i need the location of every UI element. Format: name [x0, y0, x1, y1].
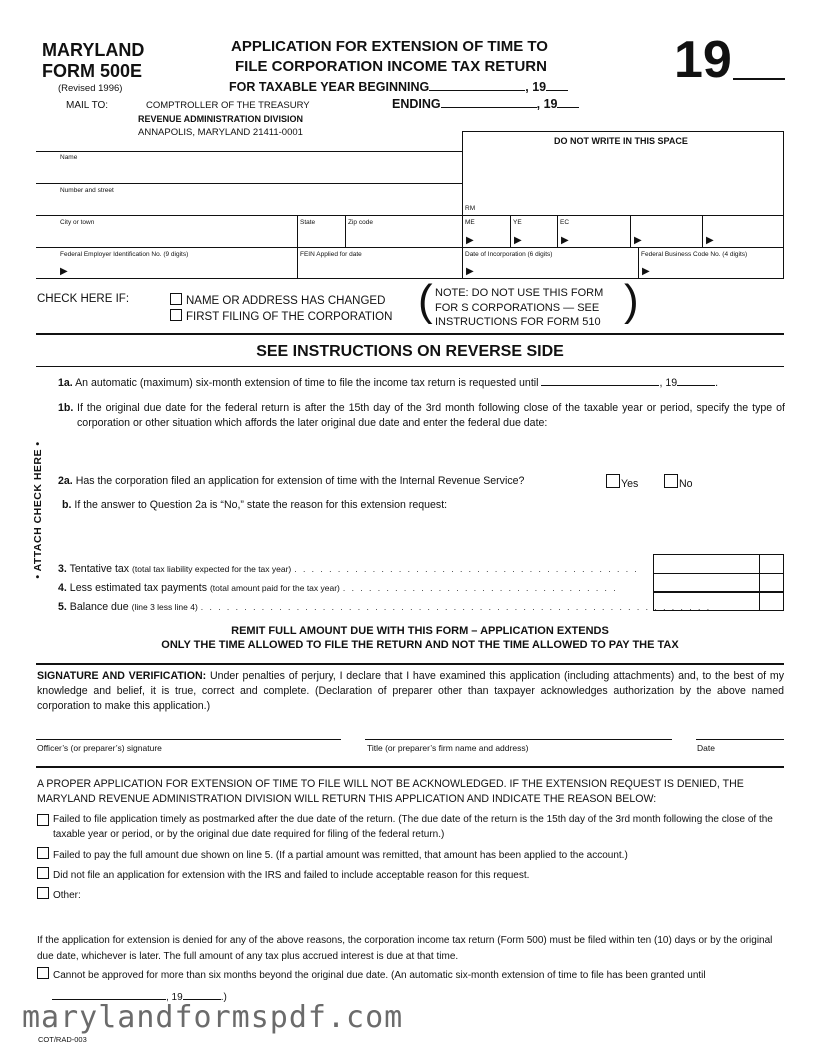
line5-amount-field[interactable]	[654, 593, 760, 610]
q1b-number: 1b.	[58, 402, 74, 414]
q2a-no-checkbox[interactable]	[664, 474, 678, 488]
question-2b	[62, 498, 447, 513]
remit-line1: REMIT FULL AMOUNT DUE WITH THIS FORM – APPLICATION EXTENDS	[231, 625, 609, 637]
reason5-text: Cannot be approved for more than six months beyond the original due date. (An automatic six-month extension of time to file has been granted until	[53, 970, 706, 981]
question-1a: 1a. An automatic (maximum) six-month extension of time to file the income tax return is requested until , 19 .	[58, 377, 719, 389]
fein-applied-field[interactable]	[298, 248, 462, 279]
reason3-checkbox[interactable]	[37, 867, 49, 879]
office-ye-cell	[511, 216, 558, 248]
name-changed-option[interactable]	[170, 293, 385, 307]
fbc-field[interactable]	[639, 248, 783, 279]
mail-to-line2: REVENUE ADMINISTRATION DIVISION	[138, 114, 304, 124]
first-filing-option[interactable]	[170, 309, 392, 323]
state-field[interactable]	[298, 216, 346, 248]
taxable-year-ending	[392, 97, 579, 111]
attach-check-side-text: • ATTACH CHECK HERE •	[32, 441, 44, 579]
q1a-suffix: , 19	[659, 377, 678, 389]
denial-reason-4	[37, 887, 81, 903]
revised-date: (Revised 1996)	[58, 83, 123, 94]
other-reason-field[interactable]	[90, 885, 784, 925]
line4-note: (total amount paid for the tax year)	[209, 583, 340, 593]
street-field[interactable]	[36, 184, 462, 216]
fein-label: Federal Employer Identification No. (9 digits)	[60, 251, 189, 258]
office-blank1-arrow-icon: ▶	[634, 235, 642, 246]
question-1b	[58, 401, 785, 431]
reason5-close: .)	[220, 992, 227, 1003]
year-ending-label: ENDING	[392, 97, 441, 111]
signature-heading: SIGNATURE AND VERIFICATION:	[37, 670, 207, 682]
form-title-line2: FILE CORPORATION INCOME TAX RETURN	[235, 58, 547, 75]
incorp-date-label: Date of Incorporation (6 digits)	[465, 251, 553, 258]
office-ec-cell	[558, 216, 631, 248]
line-3	[58, 562, 639, 577]
mail-to-label: MAIL TO:	[66, 100, 109, 111]
form-title-line1: APPLICATION FOR EXTENSION OF TIME TO	[231, 38, 548, 55]
q1b-text: If the original due date for the federal return is after the 15th day of the 3rd month following close of the taxable year or period, specify the type of corporation or other situation which affords the later original due date and enter the federal due date:	[77, 402, 785, 429]
note-close-paren: )	[624, 276, 639, 325]
q2a-yes-option[interactable]	[606, 474, 638, 492]
street-label: Number and street	[60, 187, 114, 194]
big-year-underline[interactable]	[733, 78, 785, 80]
instructions-divider	[36, 366, 784, 367]
line3-leader: . . . . . . . . . . . . . . . . . . . . . . . . . . . . . . . . . . . . . . . .	[294, 564, 639, 574]
office-rm-label: RM	[465, 205, 476, 212]
name-changed-checkbox[interactable]	[170, 293, 182, 305]
fein-applied-label: FEIN Applied for date	[300, 251, 362, 258]
office-ec-arrow-icon: ▶	[561, 235, 569, 246]
reason2-checkbox[interactable]	[37, 847, 49, 859]
signature-verification	[37, 669, 784, 714]
reason2-text: Failed to pay the full amount due shown on line 5. (If a partial amount was remitted, that amount has been applied to the account.)	[53, 850, 628, 861]
office-ye-arrow-icon: ▶	[514, 235, 522, 246]
line4-leader: . . . . . . . . . . . . . . . . . . . . . . . . . . . . . . . .	[342, 583, 618, 593]
name-field[interactable]	[36, 151, 462, 184]
line4-cents-field[interactable]	[760, 574, 783, 593]
date-label: Date	[697, 743, 715, 753]
question-2a	[58, 474, 524, 489]
denial-reason-2	[37, 847, 785, 863]
office-me-arrow-icon: ▶	[466, 235, 474, 246]
line3-cents-field[interactable]	[760, 555, 783, 574]
remit-line2: ONLY THE TIME ALLOWED TO FILE THE RETURN AND NOT THE TIME ALLOWED TO PAY THE TAX	[161, 639, 679, 651]
see-instructions-heading: SEE INSTRUCTIONS ON REVERSE SIDE	[256, 343, 564, 360]
line3-amount-field[interactable]	[654, 555, 760, 574]
reason4-text: Other:	[53, 890, 81, 901]
denied-explanation: If the application for extension is denied for any of the above reasons, the corporation income tax return (Form 500) must be filed within ten (10) days or by the original due date, whichever is later. The full amount of any tax plus accrued interest is due at that time.	[37, 935, 773, 962]
q2b-answer-field[interactable]	[76, 515, 784, 555]
incorp-date-arrow-icon: ▶	[466, 266, 474, 277]
office-box-right-rule	[783, 131, 784, 279]
check-here-label: CHECK HERE IF:	[37, 293, 130, 305]
fbc-arrow-icon: ▶	[642, 266, 650, 277]
form-code: COT/RAD-003	[38, 1035, 87, 1044]
date-line[interactable]	[696, 739, 784, 740]
denial-reason-1	[37, 812, 785, 842]
state-label: State	[300, 219, 316, 226]
office-me-label: ME	[465, 219, 475, 226]
form-state: MARYLAND	[42, 40, 145, 60]
q2a-no-label: No	[679, 478, 693, 490]
taxable-year-beginning	[229, 80, 568, 94]
line5-label: Balance due	[69, 601, 129, 613]
title-label: Title (or preparer’s firm name and address)	[367, 743, 529, 753]
year-ending-year-field[interactable]	[557, 107, 579, 108]
office-ec-label: EC	[560, 219, 570, 226]
line3-number: 3.	[58, 563, 67, 575]
big-year: 19	[674, 31, 732, 89]
q2a-no-option[interactable]	[664, 474, 693, 492]
line-5	[58, 600, 711, 615]
reason5-suffix: , 19	[166, 992, 183, 1003]
section-divider	[36, 333, 784, 335]
q1a-year-field[interactable]	[677, 385, 715, 386]
reason3-text: Did not file an application for extension with the IRS and failed to include acceptable reason for this request.	[53, 870, 530, 881]
year-beginning-suffix: , 19	[525, 80, 547, 94]
office-me-cell	[463, 216, 511, 248]
year-ending-field[interactable]	[441, 107, 537, 108]
q1a-number: 1a.	[58, 377, 73, 389]
officer-signature-line[interactable]	[36, 739, 341, 740]
line3-label: Tentative tax	[69, 563, 130, 575]
note-line3: INSTRUCTIONS FOR FORM 510	[435, 316, 601, 328]
line5-note: (line 3 less line 4)	[131, 602, 198, 612]
signature-divider	[36, 766, 784, 768]
zip-label: Zip code	[348, 219, 373, 226]
q2a-yes-label: Yes	[621, 478, 639, 490]
fein-field[interactable]	[36, 248, 298, 279]
mail-to-line3: ANNAPOLIS, MARYLAND 21411-0001	[138, 127, 303, 138]
first-filing-checkbox[interactable]	[170, 309, 182, 321]
q1a-date-field[interactable]	[541, 385, 659, 386]
office-box-title: DO NOT WRITE IN THIS SPACE	[554, 136, 688, 146]
city-label: City or town	[60, 219, 95, 226]
q2b-number: b.	[62, 499, 72, 511]
line5-cents-field[interactable]	[760, 593, 783, 610]
reason1-text: Failed to file application timely as postmarked after the due date of the return. (The due date of the return is the 15th day of the 3rd month following the close of the taxable year or period, or by the original due date required for filing of the federal return.)	[53, 814, 773, 840]
officer-signature-label: Officer’s (or preparer’s) signature	[37, 743, 162, 753]
office-rm-row	[463, 200, 783, 216]
q2a-text: Has the corporation filed an application for extension of time with the Internal Revenue Service?	[75, 475, 525, 487]
note-line1: NOTE: DO NOT USE THIS FORM	[435, 287, 604, 299]
q1b-answer-field[interactable]	[76, 432, 784, 462]
form-number: FORM 500E	[42, 61, 143, 81]
reason4-checkbox[interactable]	[37, 887, 49, 899]
title-line[interactable]	[365, 739, 672, 740]
line4-amount-field[interactable]	[654, 574, 760, 593]
note-open-paren: (	[418, 276, 433, 325]
amount-boxes	[653, 554, 784, 611]
line3-note: (total tax liability expected for the tax year)	[132, 564, 292, 574]
mail-to-line1: COMPTROLLER OF THE TREASURY	[146, 100, 310, 111]
year-ending-suffix: , 19	[536, 97, 558, 111]
watermark: marylandformspdf.com	[22, 1000, 404, 1035]
reason5-checkbox[interactable]	[37, 967, 49, 979]
line4-number: 4.	[58, 582, 67, 594]
line5-leader: . . . . . . . . . . . . . . . . . . . . . . . . . . . . . . . . . . . . . . . . . . . . . . . . . . . . . . . . . . .	[200, 602, 712, 612]
city-field[interactable]	[36, 216, 298, 248]
signature-text: Under penalties of perjury, I declare that I have examined this application (including attachments) and, to the best of my knowledge and belief, it is true, correct and complete. (Declaration of preparer other than taxpayer acknowledges authorization by the above named corporation to make this application.)	[37, 670, 785, 712]
line5-number: 5.	[58, 601, 67, 613]
s-corp-note	[435, 286, 603, 330]
line4-label: Less estimated tax payments	[69, 582, 207, 594]
year-beginning-year-field[interactable]	[546, 90, 568, 91]
fbc-label: Federal Business Code No. (4 digits)	[641, 251, 748, 258]
q2b-text: If the answer to Question 2a is “No,” state the reason for this extension request:	[74, 499, 448, 511]
q1a-text: An automatic (maximum) six-month extension of time to file the income tax return is requested until	[75, 377, 539, 389]
fein-arrow-icon: ▶	[60, 266, 68, 277]
reason1-checkbox[interactable]	[37, 814, 49, 826]
office-blank-cell-1	[631, 216, 703, 248]
year-beginning-field[interactable]	[429, 90, 525, 91]
line-4	[58, 581, 618, 596]
office-box-top-rule	[462, 131, 784, 132]
incorp-date-field[interactable]	[463, 248, 639, 279]
denial-reason-3	[37, 867, 785, 883]
note-line2: FOR S CORPORATIONS — SEE	[435, 301, 600, 314]
denial-reason-5	[37, 967, 785, 983]
zip-field[interactable]	[346, 216, 462, 248]
q2a-yes-checkbox[interactable]	[606, 474, 620, 488]
office-ye-label: YE	[513, 219, 522, 226]
first-filing-label: FIRST FILING OF THE CORPORATION	[186, 311, 393, 323]
name-label: Name	[60, 154, 78, 161]
q2a-number: 2a.	[58, 475, 73, 487]
office-blank-cell-2	[703, 216, 783, 248]
denial-intro: A PROPER APPLICATION FOR EXTENSION OF TIME TO FILE WILL NOT BE ACKNOWLEDGED. IF THE EXTENSION REQUEST IS DENIED, THE MARYLAND REVENUE ADMINISTRATION DIVISION WILL RETURN THIS APPLICATION AND INDICATE THE REASON BELOW:	[37, 778, 744, 805]
office-blank2-arrow-icon: ▶	[706, 235, 714, 246]
remit-divider	[36, 663, 784, 665]
name-changed-label: NAME OR ADDRESS HAS CHANGED	[186, 295, 386, 307]
year-beginning-label: FOR TAXABLE YEAR BEGINNING	[229, 80, 430, 94]
